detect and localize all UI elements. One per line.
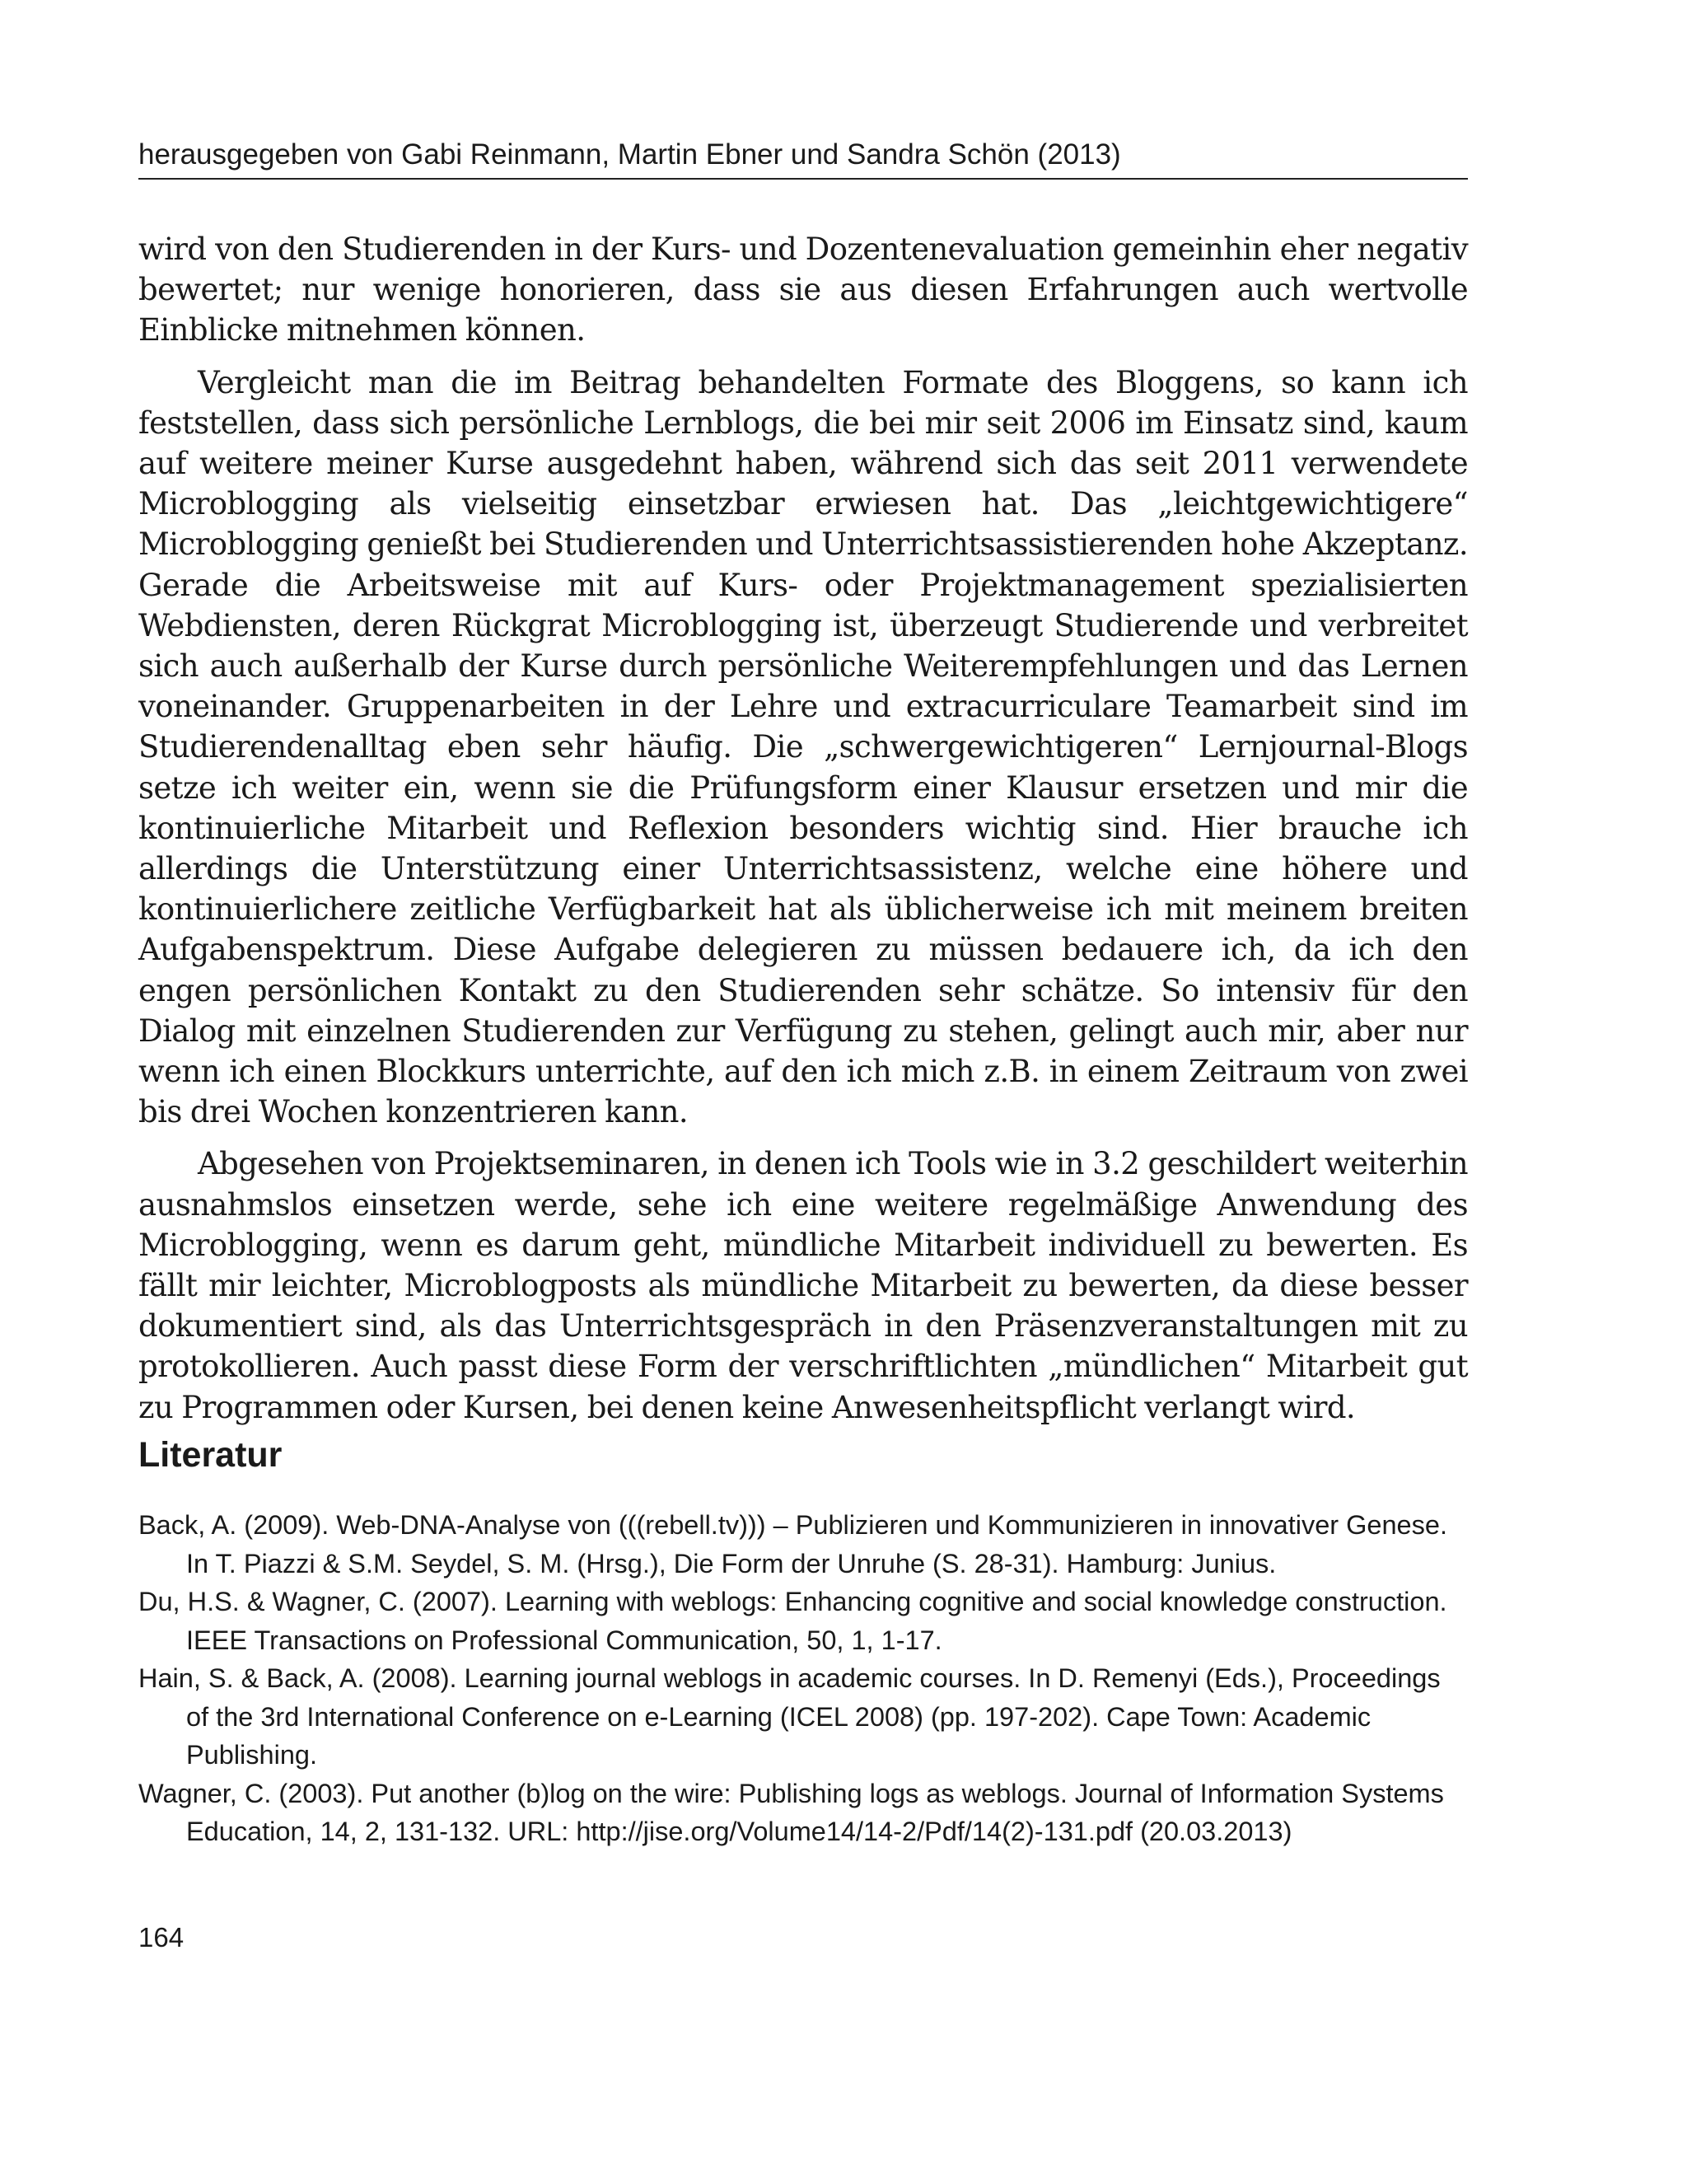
running-header: herausgegeben von Gabi Reinmann, Martin Ebner und Sandra Schön (2013): [138, 135, 1468, 180]
paragraph: Vergleicht man die im Beitrag behandelten Formate des Bloggens, so kann ich feststellen, dass sich persönliche Lernblogs, die bei mir seit 2006 im Einsatz sind, kaum auf weitere meiner Kurse ausgedehnt haben, während sich das seit 2011 verwendete Microblogging als vielseitig einsetzbar erwiesen hat. Das „leichtgewichtigere“ Microblogging genießt bei Studierenden und Unterrichtsassistierenden hohe Akzeptanz. Gerade die Arbeitsweise mit auf Kurs- oder Projektmanagement spezialisierten Webdiensten, deren Rückgrat Microblogging ist, überzeugt Studierende und verbreitet sich auch außerhalb der Kurse durch persönliche Weiterempfehlungen und das Lernen voneinander. Gruppenarbeiten in der Lehre und extracurriculare Teamarbeit sind im Studierendenalltag eben sehr häufig. Die „schwergewichtigeren“ Lernjournal-Blogs setze ich weiter ein, wenn sie die Prüfungsform einer Klausur ersetzen und mir die kontinuierliche Mitarbeit und Reflexion besonders wichtig sind. Hier brauche ich allerdings die Unterstützung einer Unterrichtsassistenz, welche eine höhere und kontinuierlichere zeitliche Verfügbarkeit hat als üblicherweise ich mit meinem breiten Aufgabenspektrum. Diese Aufgabe delegieren zu müssen bedauere ich, da ich den engen persönlichen Kontakt zu den Studierenden sehr schätze. So intensiv für den Dialog mit einzelnen Studierenden zur Verfügung zu stehen, gelingt auch mir, aber nur wenn ich einen Blockkurs unterrichte, auf den ich mich z.B. in einem Zeitraum von zwei bis drei Wochen konzentrieren kann.: [138, 364, 1468, 1130]
reference-item: Hain, S. & Back, A. (2008). Learning journal weblogs in academic courses. In D. Remenyi (Eds.), Proceedings of the 3rd International Conference on e-Learning (ICEL 2008) (pp. 197-202). Cape Town: Academic Publishing.: [138, 1663, 1441, 1770]
reference-item: Back, A. (2009). Web-DNA-Analyse von (((rebell.tv))) – Publizieren und Kommunizieren in innovativer Genese. In T. Piazzi & S.M. Seydel, S. M. (Hrsg.), Die Form der Unruhe (S. 28-31). Hamburg: Junius.: [138, 1510, 1447, 1578]
reference-item: Wagner, C. (2003). Put another (b)log on the wire: Publishing logs as weblogs. Journal of Information Systems Education, 14, 2, 131-132. URL: http://jise.org/Volume14/14-2/Pdf/14(2)-131.pdf (20.03.2013): [138, 1778, 1444, 1846]
paragraph: Abgesehen von Projektseminaren, in denen ich Tools wie in 3.2 geschildert weiterhin ausnahmslos einsetzen werde, sehe ich eine weitere regelmäßige Anwendung des Microblogging, wenn es darum geht, mündliche Mitarbeit individuell zu bewerten. Es fällt mir leichter, Microblogposts als mündliche Mitarbeit zu bewerten, da diese besser dokumentiert sind, als das Unterrichtsgespräch in den Präsenzveranstaltungen mit zu protokollieren. Auch passt diese Form der verschriftlichten „mündlichen“ Mitarbeit gut zu Programmen oder Kursen, bei denen keine Anwesenheitspflicht verlangt wird.: [138, 1146, 1468, 1425]
page-number: 164: [138, 1922, 185, 1953]
paragraph: wird von den Studierenden in der Kurs- und Dozentenevaluation gemeinhin eher negativ bewertet; nur wenige honorieren, dass sie aus diesen Erfahrungen auch wertvolle Einblicke mitnehmen können.: [138, 231, 1468, 348]
section-heading-literatur: Literatur: [138, 1435, 283, 1475]
reference-item: Du, H.S. & Wagner, C. (2007). Learning with weblogs: Enhancing cognitive and social knowledge construction. IEEE Transactions on Professional Communication, 50, 1, 1-17.: [138, 1587, 1447, 1655]
reference-list: [138, 1506, 1468, 1851]
body-text: [138, 229, 1468, 1428]
